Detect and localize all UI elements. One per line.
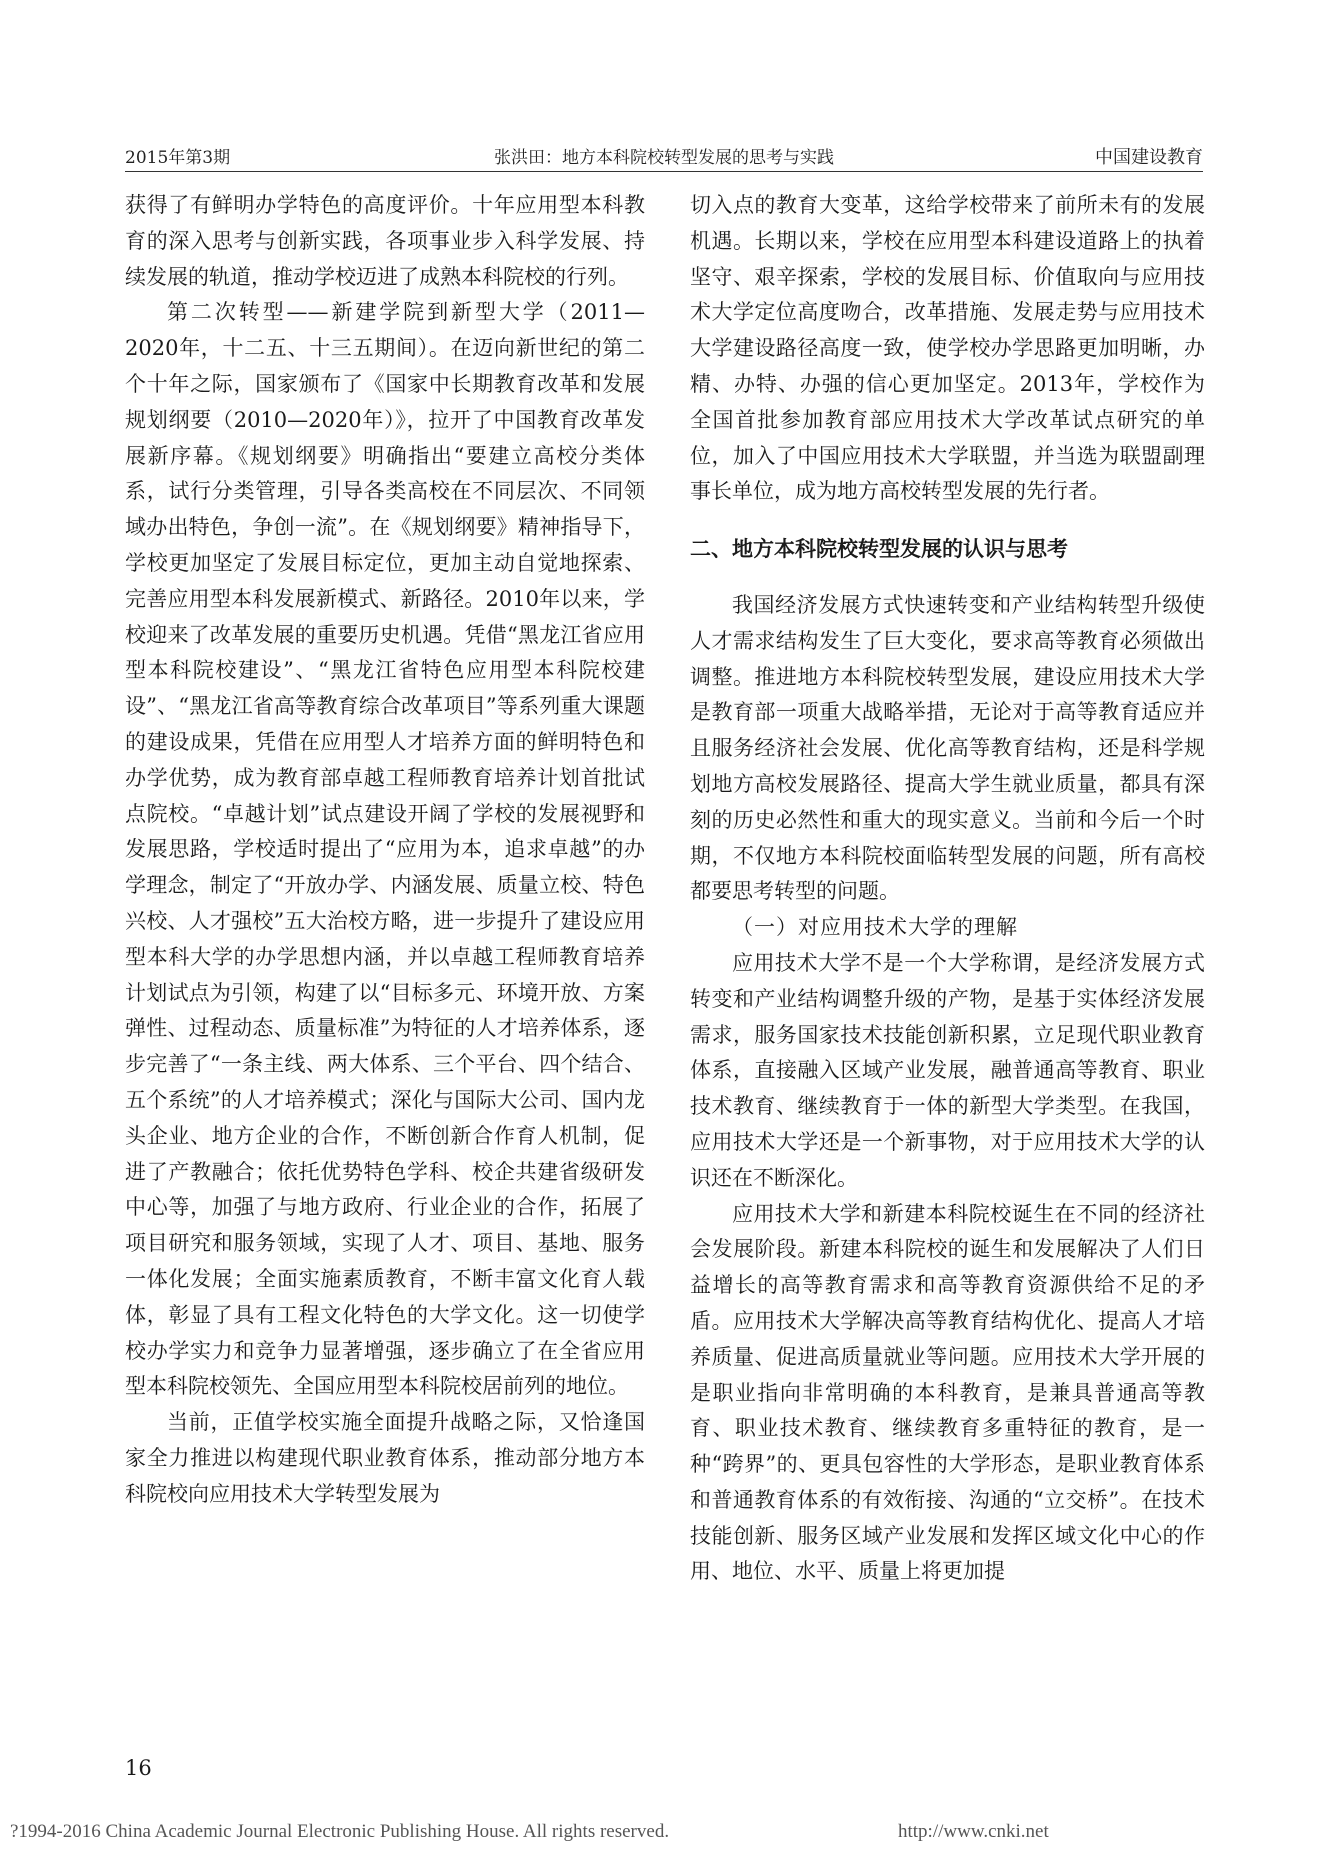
paragraph: 当前，正值学校实施全面提升战略之际，又恰逢国家全力推进以构建现代职业教育体系，推动部分地方本科院校向应用技术大学转型发展为 bbox=[125, 1410, 645, 1506]
issue-label: 2015年第3期 bbox=[125, 148, 231, 168]
running-head bbox=[125, 141, 1203, 169]
paragraph: 获得了有鲜明办学特色的高度评价。十年应用型本科教育的深入思考与创新实践，各项事业步入科学发展、持续发展的轨道，推动学校迈进了成熟本科院校的行列。 bbox=[125, 193, 645, 289]
paragraph: 我国经济发展方式快速转变和产业结构转型升级使人才需求结构发生了巨大变化，要求高等教育必须做出调整。推进地方本科院校转型发展，建设应用技术大学是教育部一项重大战略举措，无论对于高等教育适应并且服务经济社会发展、优化高等教育结构，还是科学规划地方高校发展路径、提高大学生就业质量，都具有深刻的历史必然性和重大的现实意义。当前和今后一个时期，不仅地方本科院校面临转型发展的问题，所有高校都要思考转型的问题。 bbox=[690, 592, 1205, 904]
subsection-heading: （一）对应用技术大学的理解 bbox=[732, 915, 1018, 940]
right-column bbox=[690, 188, 1205, 1590]
header-rule bbox=[125, 171, 1203, 172]
journal-name: 中国建设教育 bbox=[1095, 147, 1203, 168]
section-heading: 二、地方本科院校转型发展的认识与思考 bbox=[690, 537, 1068, 562]
paragraph: 应用技术大学不是一个大学称谓，是经济发展方式转变和产业结构调整升级的产物，是基于实体经济发展需求，服务国家技术技能创新积累，立足现代职业教育体系，直接融入区域产业发展，融普通高等教育、职业技术教育、继续教育于一体的新型大学类型。在我国，应用技术大学还是一个新事物，对于应用技术大学的认识还在不断深化。 bbox=[690, 950, 1205, 1190]
cnki-link[interactable]: http://www.cnki.net bbox=[898, 1821, 1049, 1842]
page-number: 16 bbox=[125, 1756, 152, 1780]
paragraph: 应用技术大学和新建本科院校诞生在不同的经济社会发展阶段。新建本科院校的诞生和发展解决了人们日益增长的高等教育需求和高等教育资源供给不足的矛盾。应用技术大学解决高等教育结构优化、提高人才培养质量、促进高质量就业等问题。应用技术大学开展的是职业指向非常明确的本科教育，是兼具普通高等教育、职业技术教育、继续教育多重特征的教育，是一种“跨界”的、更具包容性的大学形态，是职业教育体系和普通教育体系的有效衔接、沟通的“立交桥”。在技术技能创新、服务区域产业发展和发挥区域文化中心的作用、地位、水平、质量上将更加提 bbox=[690, 1201, 1205, 1584]
paragraph: 第二次转型——新建学院到新型大学（2011—2020年，十二五、十三五期间）。在迈向新世纪的第二个十年之际，国家颁布了《国家中长期教育改革和发展规划纲要（2010—2020年）》，拉开了中国教育改革发展新序幕。《规划纲要》明确指出“要建立高校分类体系，试行分类管理，引导各类高校在不同层次、不同领域办出特色，争创一流”。在《规划纲要》精神指导下，学校更加坚定了发展目标定位，更加主动自觉地探索、完善应用型本科发展新模式、新路径。2010年以来，学校迎来了改革发展的重要历史机遇。凭借“黑龙江省应用型本科院校建设”、“黑龙江省特色应用型本科院校建设”、“黑龙江省高等教育综合改革项目”等系列重大课题的建设成果，凭借在应用型人才培养方面的鲜明特色和办学优势，成为教育部卓越工程师教育培养计划首批试点院校。“卓越计划”试点建设开阔了学校的发展视野和发展思路，学校适时提出了“应用为本，追求卓越”的办学理念，制定了“开放办学、内涵发展、质量立校、特色兴校、人才强校”五大治校方略，进一步提升了建设应用型本科大学的办学思想内涵，并以卓越工程师教育培养计划试点为引领，构建了以“目标多元、环境开放、方案弹性、过程动态、质量标准”为特征的人才培养体系，逐步完善了“一条主线、两大体系、三个平台、四个结合、五个系统”的人才培养模式；深化与国际大公司、国内龙头企业、地方企业的合作，不断创新合作育人机制，促进了产教融合；依托优势特色学科、校企共建省级研发中心等，加强了与地方政府、行业企业的合作，拓展了项目研究和服务领域，实现了人才、项目、基地、服务一体化发展；全面实施素质教育，不断丰富文化育人载体，彰显了具有工程文化特色的大学文化。这一切使学校办学实力和竞争力显著增强，逐步确立了在全省应用型本科院校领先、全国应用型本科院校居前列的地位。 bbox=[125, 300, 645, 1399]
article-title: 张洪田：地方本科院校转型发展的思考与实践 bbox=[494, 148, 834, 168]
copyright-text: ?1994-2016 China Academic Journal Electronic Publishing House. All rights reserved. bbox=[10, 1821, 670, 1842]
left-column bbox=[125, 188, 645, 1512]
paragraph: 切入点的教育大变革，这给学校带来了前所未有的发展机遇。长期以来，学校在应用型本科建设道路上的执着坚守、艰辛探索，学校的发展目标、价值取向与应用技术大学定位高度吻合，改革措施、发展走势与应用技术大学建设路径高度一致，使学校办学思路更加明晰，办精、办特、办强的信心更加坚定。2013年，学校作为全国首批参加教育部应用技术大学改革试点研究的单位，加入了中国应用技术大学联盟，并当选为联盟副理事长单位，成为地方高校转型发展的先行者。 bbox=[690, 193, 1205, 504]
